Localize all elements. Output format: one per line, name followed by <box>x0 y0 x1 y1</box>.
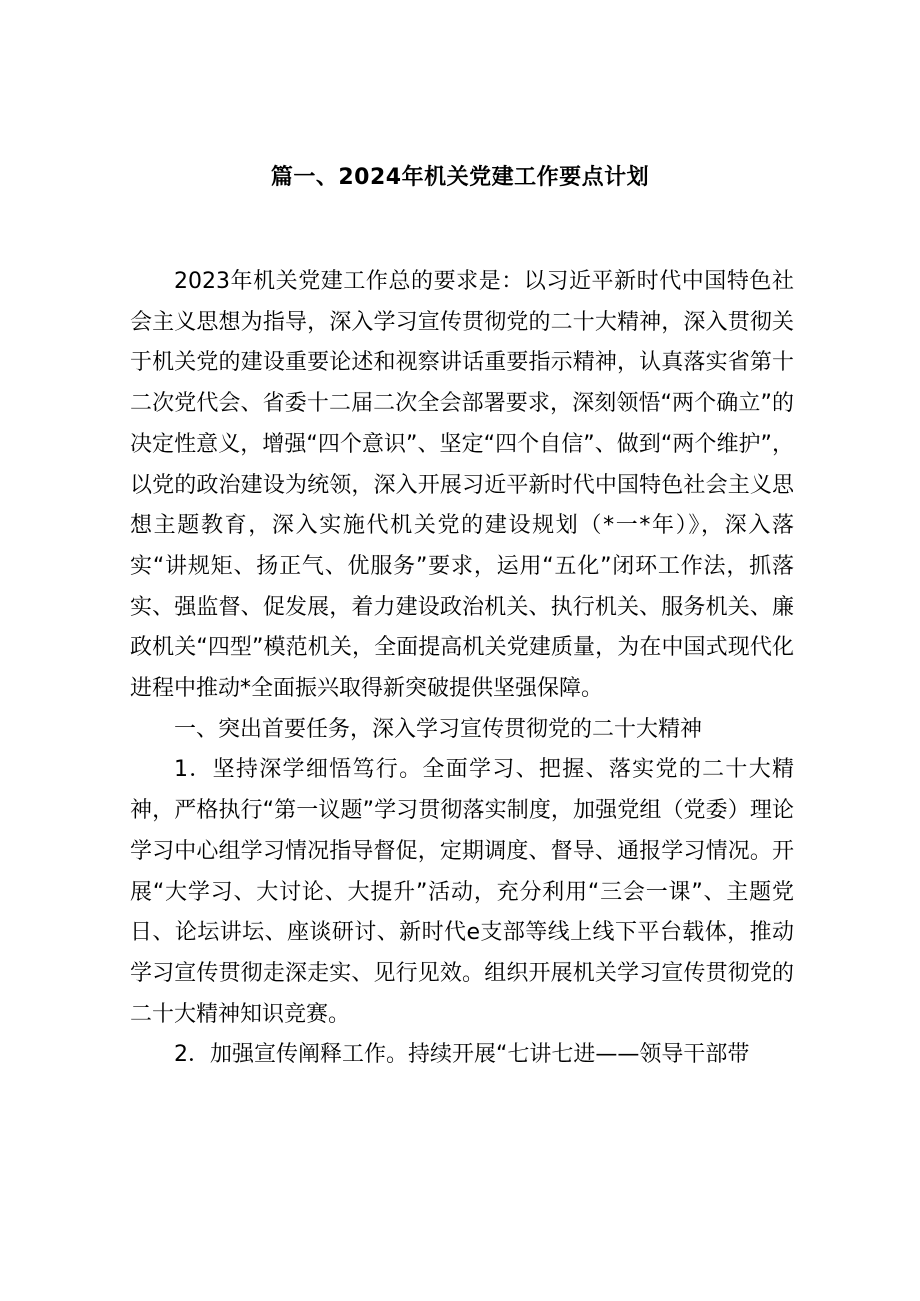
paragraph-item-1: 1．坚持深学细悟笃行。全面学习、把握、落实党的二十大精神，严格执行“第一议题”学习贯彻落实制度，加强党组（党委）理论学习中心组学习情况指导督促，定期调度、督导、通报学习情况。开展“大学习、大讨论、大提升”活动，充分利用“三会一课”、主题党日、论坛讲坛、座谈研讨、新时代e支部等线上线下平台载体，推动学习宣传贯彻走深走实、见行见效。组织开展机关学习宣传贯彻党的二十大精神知识竞赛。 <box>130 757 794 1027</box>
document-title: 篇一、2024年机关党建工作要点计划 <box>270 165 650 190</box>
paragraph-intro: 2023年机关党建工作总的要求是：以习近平新时代中国特色社会主义思想为指导，深入学习宣传贯彻党的二十大精神，深入贯彻关于机关党的建设重要论述和视察讲话重要指示精神，认真落实省第十二次党代会、省委十二届二次全会部署要求，深刻领悟“两个确立”的决定性意义，增强“四个意识”、坚定“四个自信”、做到“两个维护”，以党的政治建设为统领，深入开展习近平新时代中国特色社会主义思想主题教育，深入实施代机关党的建设规划（*一*年）》，深入落实“讲规矩、扬正气、优服务”要求，运用“五化”闭环工作法，抓落实、强监督、促发展，着力建设政治机关、执行机关、服务机关、廉政机关“四型”模范机关，全面提高机关党建质量，为在中国式现代化进程中推动*全面振兴取得新突破提供坚强保障。 <box>130 269 794 702</box>
section-heading-1: 一、突出首要任务，深入学习宣传贯彻党的二十大精神 <box>174 716 703 742</box>
paragraph-item-2: 2．加强宣传阐释工作。持续开展“七讲七进——领导干部带 <box>174 1042 750 1068</box>
document-body <box>130 262 794 1076</box>
